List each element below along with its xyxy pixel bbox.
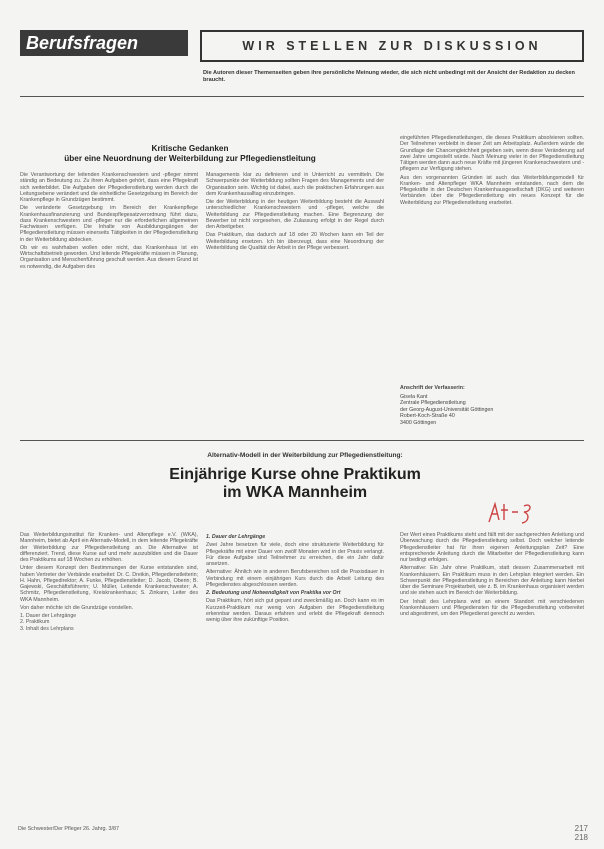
- paragraph: Alternative: Ein Jahr ohne Praktikum, statt dessen Zusammenarbeit mit Krankenhäusern. Ein Praktikum muss in den Lehrplan integriert werden. Ein Schwerpunkt der Pflegedienstleitung in Bereichen der Anleitung kann hierbei über die Seminare Projektarbeit, wie z. B. im Krankenhaus organisiert werden und sie stehen auch im Bereich der Weiterbildung.: [400, 565, 584, 597]
- article1-column-3: [400, 135, 584, 208]
- paragraph: Unter diesem Konzept den Bestimmungen der Kurse entstanden sind, haben Vertreter der Verbände erarbeitet: Dr. C. Dreikin, Pflegedienstleiterin; H. Hahn, Pflegedirektor; A. Funke, Pflegedienstleiter; D. Jacob, Oberin; B. Gajewski, Geschäftsführerin; U. Müller, Leitende Krankenschwester; A. Schmitz, Pflegedienstleitung, Kreiskrankenhaus; S. Zinkann, Leiter des WKA Mannheim.: [20, 565, 198, 603]
- list-item: 3. Inhalt des Lehrplans: [20, 625, 74, 632]
- address-line: 3400 Göttingen: [400, 419, 437, 426]
- article-divider: [20, 440, 584, 441]
- address-line: Robert-Koch-Straße 40: [400, 413, 455, 420]
- article1-column-2: [206, 172, 384, 253]
- page-number-2: 218: [574, 833, 588, 842]
- article1-column-1: [20, 172, 198, 272]
- paragraph: Die der Weiterbildung in der heutigen Weiterbildung besteht die Auswahl unterschiedlicher Krankenschwestern und -pfleger, welche die Weiterbildung zur Pflegedienstleitung machen. Eine Begrenzung der Bewerber ist nicht vorgesehen, die Zulassung erfolgt in der Regel durch den Arbeitgeber.: [206, 199, 384, 230]
- editorial-disclaimer: Die Autoren dieser Themenseiten geben ihre persönliche Meinung wieder, die sich nicht unbedingt mit der Ansicht der Redaktion zu decken braucht.: [203, 70, 575, 83]
- address-line: Zentrale Pflegedienstleitung: [400, 400, 466, 407]
- article2-column-1: [20, 532, 198, 632]
- paragraph: Die Verantwortung der leitenden Krankenschwestern und -pfleger nimmt ständig an Bedeutung zu. Zu ihren Aufgaben gehört, dass eine Pflegekraft sich weiterbildet. Die Aufgaben der Pflegedienstleitung werden durch die Leitungsebene verändert und die einheitliche Gesetzgebung im Bereich der Krankenpflege in Grundzügen bestimmt.: [20, 172, 198, 203]
- paragraph: Von daher möchte ich die Grundzüge vorstellen.: [20, 604, 134, 611]
- section-brand: Berufsfragen: [20, 30, 188, 56]
- discussion-banner: WIR STELLEN ZUR DISKUSSION: [200, 30, 584, 62]
- paragraph: Alternative: Ähnlich wie in anderen Berufsbereichen soll die Praxisdauer in Verbindung mit einem einjährigen Kurs durch die Arbeit Leitung des Pflegedienstes abgeschlossen werden.: [206, 569, 384, 588]
- list-item: 1. Dauer der Lehrgänge: [20, 613, 77, 619]
- article2-title-line2: im WKA Mannheim: [222, 484, 368, 501]
- paragraph: Der Wert eines Praktikums steht und fällt mit der sachgerechten Anleitung und Überwachung durch die Pflegedienstleitung selbst. Doch welcher leitende Pflegedienstleiter hat für ihren eigenen Anleitungsplan Zeit? Eine entsprechende Anleitung durch die Mitarbeiter der Pflegedienstleitung kann nur bedingt erfolgen.: [400, 532, 584, 563]
- article2-title-line1: Einjährige Kurse ohne Praktikum: [169, 466, 421, 483]
- paragraph: Das Weiterbildungsinstitut für Kranken- und Altenpflege e.V. (WKA), Mannheim, bietet ab April ein Alternativ-Modell, in dem leitende Pflegekräfte der Weiterbildung zur Pflegedienstleitung an. Die Alternative ist differenziert. Trend, diese Kurse auf und mehr auszubilden und die Dauer des Praktikums auf 18 Wochen zu erhöhen.: [20, 532, 198, 563]
- journal-footer: Die Schwester/Der Pfleger 26. Jahrg. 3/87: [18, 826, 119, 832]
- handwritten-note: [486, 498, 534, 526]
- paragraph: Das Praktikum, das dadurch auf 18 oder 20 Wochen kann ein Teil der Weiterbildung ersetzen. Ich bin überzeugt, dass eine Neuordnung der Weiterbildung die Qualität der Arbeit in der Pflege verbessert.: [206, 232, 384, 251]
- list-item: 2. Praktikum: [20, 619, 50, 626]
- paragraph: Das Praktikum, hört sich gut gepant und zweckmäßig an. Doch kann es im Kurzzeit-Praktikum nur wenig von Aufgaben der Pflegedienstleitung erkennbar werden. Daraus erfahren und erlebt die Pflegekraft dennoch wenig über ihre zukünftige Position.: [206, 598, 384, 623]
- section-subheading: 2. Bedeutung und Notwendigkeit von Praktika vor Ort: [206, 590, 341, 596]
- article2-title: [120, 466, 470, 502]
- paragraph: Managements klar zu definieren und in Unterricht zu vermitteln. Die Schwerpunkte der Weiterbildung sollten Fragen des Managements und der Organisation sein. Wichtig ist dabei, auch die praktischen Erfahrungen aus dem Krankenhausalltag einzubringen.: [206, 172, 384, 197]
- article2-column-3: [400, 532, 584, 619]
- article1-title-line1: Kritische Gedanken: [151, 144, 229, 153]
- header-divider: [20, 96, 584, 97]
- address-line: Gisela Kant: [400, 393, 428, 400]
- paragraph: Ob wir es wahrhaben wollen oder nicht, das Krankenhaus ist ein Wirtschaftsbetrieb geworden. Und leitende Pflegekräfte müssen in Planung, Organisation und Menschenführung geschult werden. Aus diesem Grund ist es notwendig, die Aufgaben des: [20, 244, 198, 270]
- paragraph: Aus den vorgenannten Gründen ist auch das Weiterbildungsmodell für Kranken- und Altenpfleger WKA Mannheim entstanden, nach dem die Pflegekräfte in der Deutschen Krankenhausgesellschaft (DKG) und weiteren Verbänden über die Pflegedienstleitung ein neues Konzept für die Weiterbildung zur Pflegedienstleitung erarbeitet.: [400, 174, 584, 206]
- paragraph: Der Inhalt des Lehrplans wird an einem Standort mit verschiedenen Krankenhäusern und Pflegediensten für die Pflegedienstleitung vorbereitet und abgestimmt, um den Pflegedienst gerecht zu werden.: [400, 598, 584, 617]
- paragraph: Zwei Jahre besetzen für viele, doch eine strukturierte Weiterbildung für Pflegekräfte mit einer Dauer von zwölf Monaten wird in der Praxis verlangt. Für diese Aufgabe sind Teilnehmer zu erreichen, die ein Jahr dafür ansetzen.: [206, 542, 384, 567]
- address-label: Anschrift der Verfasserin:: [400, 385, 465, 391]
- article1-title: [60, 144, 320, 164]
- page-number: [558, 824, 588, 842]
- address-line: der Georg-August-Universität Göttingen: [400, 406, 494, 413]
- article2-kicker: Alternativ-Modell in der Weiterbildung zur Pflegedienstleitung:: [207, 452, 403, 459]
- article1-title-line2: über eine Neuordnung der Weiterbildung zur Pflegedienstleitung: [64, 154, 316, 163]
- paragraph: Die veränderte Gesetzgebung im Bereich der Krankenpflege Krankenhausfinanzierung und Bundespflegesatzverordnung führt dazu, dass Krankenschwestern und -pfleger nur die erforderlichen allgemeinen Fachwissen verfügen. Die Inhalte von Ausbildungsgängen der Pflegedienstleitung müssen einerseits Tätigkeiten in der Pflegedienstleitung in der Weiterbildung abdecken.: [20, 205, 198, 243]
- paragraph: eingeführten Pflegedienstleitungen, die dieses Praktikum absolvieren sollten. Der Teilnehmer verbleibt in dieser Zeit am Arbeitsplatz. Außerdem würde die Grundlage der Chancengleichheit gegeben sein, wenn diese Veränderung auf zwei Jahre umgestellt würde. Nach Meinung vieler in der Pflegedienstleitung Tätigen werden dann auch neue Kräfte mit jüngeren Krankenschwestern und -pflegern zur Verfügung stehen.: [400, 135, 584, 173]
- section-subheading: 1. Dauer der Lehrgänge: [206, 534, 266, 540]
- page-number-1: 217: [574, 824, 588, 833]
- author-address: [400, 385, 580, 427]
- article2-column-2: [206, 532, 384, 625]
